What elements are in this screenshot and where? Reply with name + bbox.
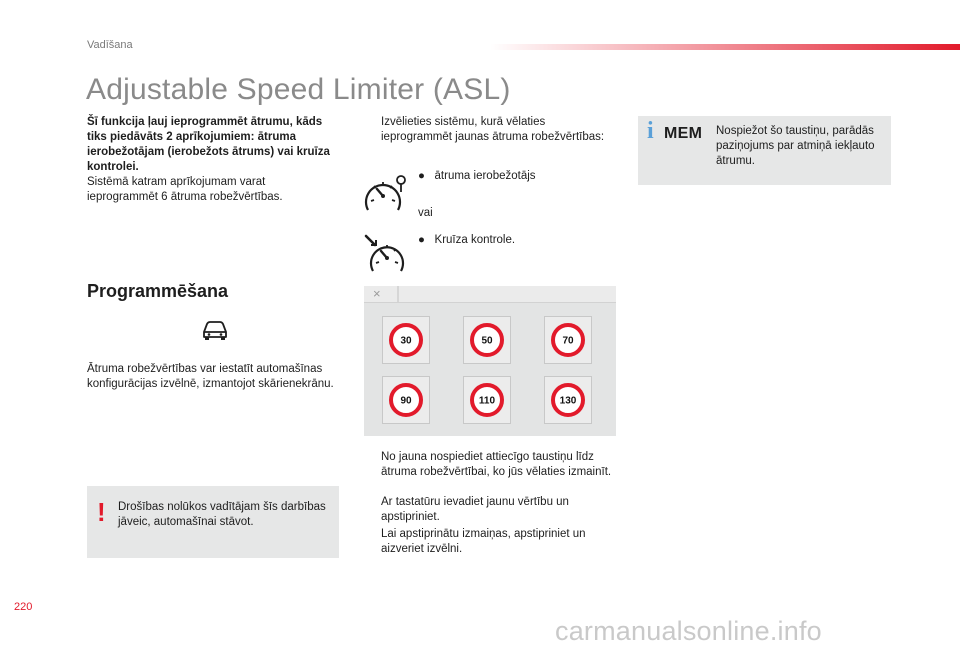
step-1-text: Izvēlieties sistēmu, kurā vēlaties ieprogrammēt jaunas ātruma robežvērtības: (381, 116, 605, 143)
speed-preset-tile[interactable] (544, 376, 592, 424)
header-accent-bar (490, 44, 960, 50)
step-3 (365, 495, 621, 525)
speed-limiter-icon (363, 172, 409, 214)
warning-icon: ! (97, 497, 106, 527)
page-number: 220 (14, 601, 33, 613)
speed-value: 110 (478, 395, 496, 407)
info-text: Nospiežot šo taustiņu, parādās paziņojums par atmiņā iekļauto ātrumu. (716, 125, 875, 167)
intro-bold: Šī funkcija ļauj ieprogrammēt ātrumu, kāds tiks piedāvāts 2 aprīkojumiem: ātruma ierobežotājam (ierobežots ātrums) vai kruīza kontrolei. (87, 116, 330, 173)
programming-heading: Programmēšana (87, 281, 229, 301)
speed-value: 30 (400, 335, 412, 347)
speed-limit-sign-icon (464, 317, 510, 363)
or-text: vai (418, 207, 433, 219)
speed-value: 130 (559, 395, 577, 407)
step-2 (365, 450, 621, 480)
speed-limit-sign-icon (383, 317, 429, 363)
speed-preset-tile[interactable] (382, 316, 430, 364)
intro-text: Sistēmā katram aprīkojumam varat ieprogrammēt 6 ātruma robežvērtības. (87, 176, 283, 203)
speed-preset-tile[interactable] (544, 316, 592, 364)
touchscreen-toolbar (364, 286, 616, 303)
page-title: Adjustable Speed Limiter (ASL) (86, 73, 511, 106)
speed-preset-tile[interactable] (463, 316, 511, 364)
step-4-text: Lai apstiprinātu izmaiņas, apstipriniet un aizveriet izvēlni. (381, 528, 586, 555)
programming-text: Ātruma robežvērtības var iestatīt automašīnas konfigurācijas izvēlnē, izmantojot skārienekrānu. (87, 363, 334, 390)
mem-key: MEM (664, 125, 703, 142)
step-4 (365, 527, 621, 557)
option-cruise-control: ● Kruīza kontrole. (418, 234, 516, 246)
info-icon: i (647, 118, 654, 144)
speed-limit-sign-icon (545, 377, 591, 423)
warning-text: Drošības nolūkos vadītājam šīs darbības jāveic, automašīnai stāvot. (118, 501, 326, 528)
close-icon[interactable]: × (373, 286, 381, 301)
speed-limit-sign-icon (545, 317, 591, 363)
step-2-text: No jauna nospiediet attiecīgo taustiņu līdz ātruma robežvērtībai, ko jūs vēlaties izmainīt. (381, 451, 612, 478)
speed-preset-tile[interactable] (463, 376, 511, 424)
intro-paragraph (87, 115, 337, 205)
step-3-text: Ar tastatūru ievadiet jaunu vērtību un apstipriniet. (381, 496, 569, 523)
speed-preset-tile[interactable] (382, 376, 430, 424)
car-icon (200, 318, 230, 342)
speed-value: 90 (400, 395, 412, 407)
section-label: Vadīšana (87, 39, 133, 51)
step-1 (365, 115, 611, 145)
toolbar-divider (397, 286, 399, 302)
watermark: carmanualsonline.info (555, 616, 822, 646)
speed-limit-sign-icon (383, 377, 429, 423)
speed-value: 50 (481, 335, 493, 347)
option-speed-limiter-label: ātruma ierobežotājs (434, 170, 536, 182)
option-cruise-control-label: Kruīza kontrole. (434, 234, 516, 246)
cruise-control-icon (363, 233, 409, 275)
option-speed-limiter: ● ātruma ierobežotājs (418, 170, 536, 182)
speed-value: 70 (562, 335, 574, 347)
speed-limit-sign-icon (464, 377, 510, 423)
